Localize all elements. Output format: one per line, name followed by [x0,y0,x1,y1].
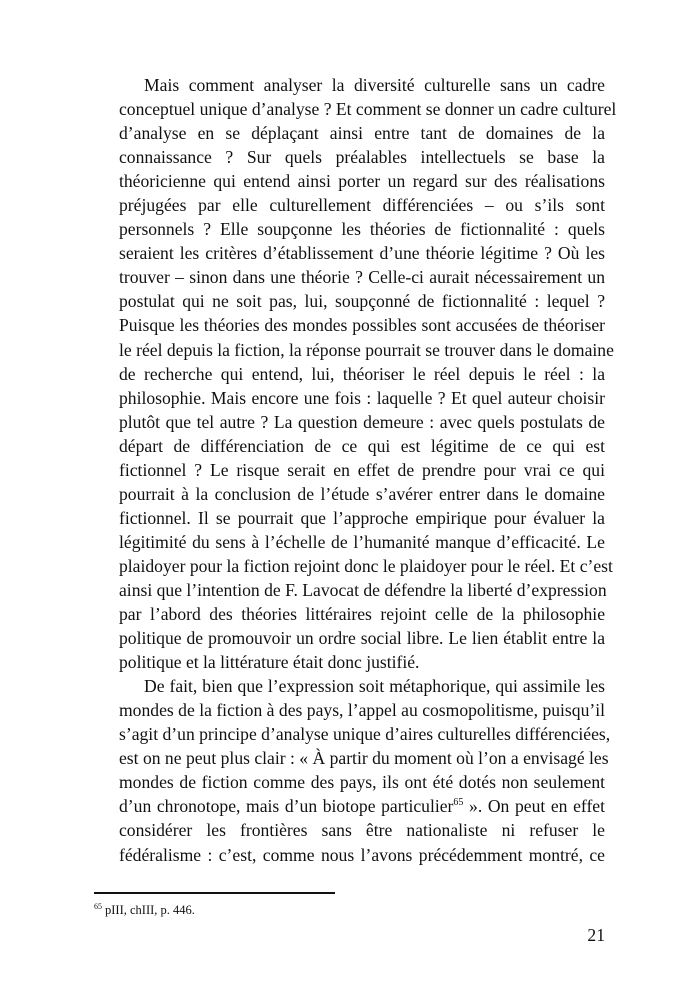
text-line: seraient les critères d’établissement d’une théorie légitime ? Où les [119,243,605,264]
text-line: est on ne peut plus clair : « À partir du moment où l’on a envisagé les [119,748,609,769]
text-segment: ». On peut en effet [463,796,606,817]
text-line: trouver – sinon dans une théorie ? Celle-ci aurait nécessairement un [119,267,605,288]
text-line: préjugées par elle culturellement différenciées – ou s’ils sont [119,195,605,216]
text-line: pourrait à la conclusion de l’étude s’avérer entrer dans le domaine [119,483,605,504]
text-line: théoricienne qui entend ainsi porter un regard sur des réalisations [119,171,605,192]
paragraph-2 [94,674,611,866]
text-line: De fait, bien que l’expression soit métaphorique, qui assimile les [144,676,605,697]
text-line: mondes de fiction comme des pays, ils ont été dotés non seulement [119,772,605,793]
text-line: postulat qui ne soit pas, lui, soupçonné de fictionnalité : lequel ? [119,291,605,312]
footnote-reference[interactable]: 65 [453,797,464,809]
text-line-with-footnote-ref [94,794,605,818]
footnote-separator [94,892,335,894]
text-line: de recherche qui entend, lui, théoriser le réel depuis le réel : la [119,363,605,384]
text-line: Puisque les théories des mondes possibles sont accusées de théoriser [119,315,605,336]
text-line: par l’abord des théories littéraires rejoint celle de la philosophie [119,604,605,625]
text-line: politique de promouvoir un ordre social libre. Le lien établit entre la [119,628,605,649]
text-line: fictionnel ? Le risque serait en effet de prendre pour vrai ce qui [119,459,605,480]
paragraph-1 [94,73,617,674]
text-line: mondes de la fiction à des pays, l’appel au cosmopolitisme, puisqu’il [119,700,605,721]
text-line: ainsi que l’intention de F. Lavocat de défendre la liberté d’expression [119,579,607,600]
page-body [94,73,617,867]
text-line: s’agit d’un principe d’analyse unique d’aires culturelles différenciées, [119,724,611,745]
text-line: plaidoyer pour la fiction rejoint donc le plaidoyer pour le réel. Et c’est [119,555,613,576]
text-line: conceptuel unique d’analyse ? Et comment se donner un cadre culturel [119,99,617,120]
text-line: personnels ? Elle soupçonne les théories de fictionnalité : quels [119,219,605,240]
text-line: fictionnel. Il se pourrait que l’approche empirique pour évaluer la [119,507,605,528]
text-line: considérer les frontières sans être nationaliste ni refuser le [119,820,605,841]
text-line: légitimité du sens à l’échelle de l’humanité manque d’efficacité. Le [119,531,605,552]
text-line: plutôt que tel autre ? La question demeure : avec quels postulats de [119,411,605,432]
text-line: le réel depuis la fiction, la réponse pourrait se trouver dans le domaine [119,339,614,360]
page-number: 21 [587,925,605,945]
footnote [94,902,195,918]
text-line: d’analyse en se déplaçant ainsi entre tant de domaines de la [119,123,605,144]
text-line: politique et la littérature était donc justifié. [119,652,420,673]
footnote-number: 65 [94,902,102,911]
text-line: départ de différenciation de ce qui est légitime de ce qui est [119,435,605,456]
text-line: philosophie. Mais encore une fois : laquelle ? Et quel auteur choisir [119,387,605,408]
text-segment: d’un chronotope, mais d’un biotope particulier [119,796,454,817]
text-line: Mais comment analyser la diversité culturelle sans un cadre [144,75,605,95]
text-line: fédéralisme : c’est, comme nous l’avons précédemment montré, ce [119,844,605,865]
footnote-text: pIII, chIII, p. 446. [105,903,195,917]
text-line: connaissance ? Sur quels préalables intellectuels se base la [119,147,605,168]
